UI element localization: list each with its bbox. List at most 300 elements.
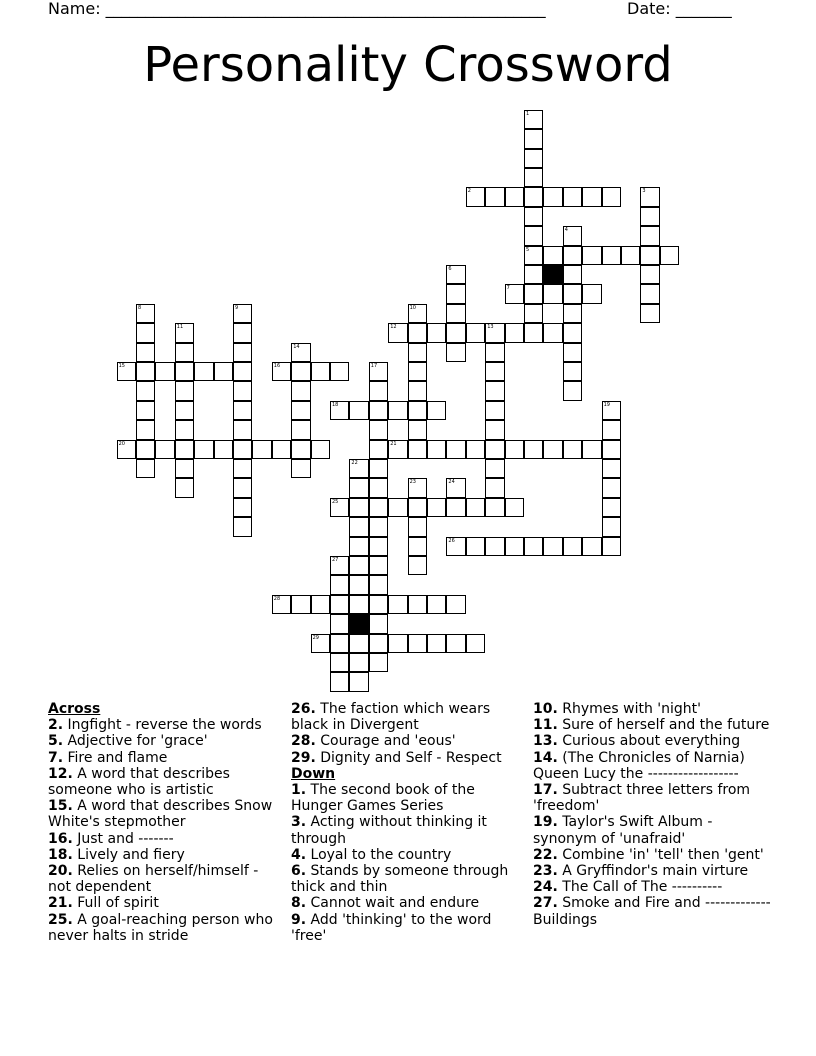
grid-cell[interactable] <box>369 517 388 536</box>
grid-clue-number: 26 <box>448 537 455 544</box>
grid-cell[interactable] <box>136 304 155 323</box>
clue-number: 11. <box>533 717 558 734</box>
grid-cell[interactable] <box>369 575 388 594</box>
grid-cell[interactable] <box>485 478 504 497</box>
clue-item <box>533 750 773 782</box>
clue-number: 16. <box>48 830 73 847</box>
grid-cell[interactable] <box>369 498 388 517</box>
grid-cell[interactable] <box>233 323 252 342</box>
grid-cell[interactable] <box>388 440 407 459</box>
grid-cell[interactable] <box>602 440 621 459</box>
grid-block <box>349 614 368 633</box>
grid-cell[interactable] <box>602 246 621 265</box>
grid-cell[interactable] <box>563 304 582 323</box>
clue-text: Loyal to the country <box>306 846 452 863</box>
clue-text: Just and ------- <box>72 830 174 847</box>
grid-clue-number: 13 <box>487 324 494 331</box>
clue-number: 4. <box>291 846 307 863</box>
clue-column-2 <box>291 701 527 944</box>
grid-cell[interactable] <box>485 323 504 342</box>
grid-cell[interactable] <box>466 498 485 517</box>
grid-cell[interactable] <box>369 440 388 459</box>
grid-clue-number: 6 <box>448 266 452 272</box>
grid-cell[interactable] <box>563 246 582 265</box>
clue-item <box>48 766 283 798</box>
grid-cell[interactable] <box>446 323 465 342</box>
grid-cell[interactable] <box>602 478 621 497</box>
clue-number: 25. <box>48 911 73 928</box>
grid-cell[interactable] <box>524 226 543 245</box>
grid-cell[interactable] <box>194 440 213 459</box>
grid-cell[interactable] <box>349 537 368 556</box>
grid-cell[interactable] <box>602 459 621 478</box>
clue-column-3 <box>533 701 773 928</box>
grid-cell[interactable] <box>563 323 582 342</box>
grid-cell[interactable] <box>349 672 368 691</box>
clue-text: Combine 'in' 'tell' then 'gent' <box>557 846 764 863</box>
grid-cell[interactable] <box>349 556 368 575</box>
clue-number: 7. <box>48 749 64 766</box>
grid-cell[interactable] <box>446 634 465 653</box>
grid-cell[interactable] <box>563 362 582 381</box>
grid-clue-number: 14 <box>293 343 300 350</box>
clue-text: Fire and flame <box>63 749 168 766</box>
grid-cell[interactable] <box>582 440 601 459</box>
grid-cell[interactable] <box>408 440 427 459</box>
grid-cell[interactable] <box>291 401 310 420</box>
grid-cell[interactable] <box>233 381 252 400</box>
grid-cell[interactable] <box>330 614 349 633</box>
grid-cell[interactable] <box>446 498 465 517</box>
grid-cell[interactable] <box>602 187 621 206</box>
grid-cell[interactable] <box>175 401 194 420</box>
clue-number: 5. <box>48 733 64 750</box>
grid-cell[interactable] <box>524 284 543 303</box>
clue-text: Taylor's Swift Album - synonym of 'unafraid' <box>533 814 713 847</box>
clue-text: Smoke and Fire and ------------- Buildings <box>533 895 771 928</box>
grid-cell[interactable] <box>408 362 427 381</box>
grid-cell[interactable] <box>524 323 543 342</box>
grid-cell[interactable] <box>602 401 621 420</box>
grid-cell[interactable] <box>349 459 368 478</box>
grid-cell[interactable] <box>117 440 136 459</box>
clue-column-1 <box>48 701 283 944</box>
grid-cell[interactable] <box>505 498 524 517</box>
clue-item <box>291 701 527 733</box>
grid-cell[interactable] <box>408 304 427 323</box>
grid-cell[interactable] <box>291 459 310 478</box>
grid-cell[interactable] <box>330 556 349 575</box>
grid-cell[interactable] <box>136 459 155 478</box>
grid-cell[interactable] <box>408 498 427 517</box>
clue-item <box>533 879 773 895</box>
grid-cell[interactable] <box>524 110 543 129</box>
clue-number: 18. <box>48 846 73 863</box>
grid-cell[interactable] <box>136 401 155 420</box>
clue-item <box>48 733 283 749</box>
grid-cell[interactable] <box>446 265 465 284</box>
grid-cell[interactable] <box>563 381 582 400</box>
grid-cell[interactable] <box>524 440 543 459</box>
grid-cell[interactable] <box>485 401 504 420</box>
grid-cell[interactable] <box>563 343 582 362</box>
grid-cell[interactable] <box>543 246 562 265</box>
grid-cell[interactable] <box>408 517 427 536</box>
grid-cell[interactable] <box>485 459 504 478</box>
grid-cell[interactable] <box>524 304 543 323</box>
grid-cell[interactable] <box>369 537 388 556</box>
clue-number: 8. <box>291 895 307 912</box>
grid-cell[interactable] <box>349 498 368 517</box>
grid-cell[interactable] <box>640 304 659 323</box>
grid-cell[interactable] <box>388 401 407 420</box>
grid-cell[interactable] <box>330 595 349 614</box>
grid-cell[interactable] <box>466 323 485 342</box>
grid-cell[interactable] <box>233 304 252 323</box>
grid-cell[interactable] <box>369 401 388 420</box>
grid-cell[interactable] <box>175 440 194 459</box>
grid-cell[interactable] <box>175 343 194 362</box>
clue-number: 24. <box>533 879 558 896</box>
grid-cell[interactable] <box>291 343 310 362</box>
grid-cell[interactable] <box>408 556 427 575</box>
grid-cell[interactable] <box>485 187 504 206</box>
grid-cell[interactable] <box>311 440 330 459</box>
clue-text: Lively and fiery <box>72 846 185 863</box>
clue-item <box>291 847 527 863</box>
grid-cell[interactable] <box>233 420 252 439</box>
clue-text: A Gryffindor's main virture <box>557 863 749 880</box>
grid-cell[interactable] <box>408 401 427 420</box>
grid-cell[interactable] <box>563 284 582 303</box>
clue-number: 1. <box>291 782 307 799</box>
grid-cell[interactable] <box>408 343 427 362</box>
grid-cell[interactable] <box>233 478 252 497</box>
grid-cell[interactable] <box>640 246 659 265</box>
clue-item <box>291 895 527 911</box>
grid-cell[interactable] <box>466 634 485 653</box>
grid-cell[interactable] <box>252 440 271 459</box>
grid-cell[interactable] <box>349 478 368 497</box>
grid-cell[interactable] <box>233 401 252 420</box>
grid-clue-number: 19 <box>603 401 610 408</box>
grid-cell[interactable] <box>505 323 524 342</box>
grid-cell[interactable] <box>311 595 330 614</box>
grid-cell[interactable] <box>214 440 233 459</box>
grid-cell[interactable] <box>408 634 427 653</box>
grid-cell[interactable] <box>505 440 524 459</box>
grid-cell[interactable] <box>485 381 504 400</box>
grid-cell[interactable] <box>330 672 349 691</box>
grid-clue-number: 15 <box>118 363 125 369</box>
grid-cell[interactable] <box>175 420 194 439</box>
clue-item <box>48 798 283 830</box>
grid-cell[interactable] <box>272 362 291 381</box>
clue-number: 19. <box>533 814 558 831</box>
grid-clue-number: 23 <box>409 479 416 486</box>
clue-text: Adjective for 'grace' <box>63 733 208 750</box>
grid-cell[interactable] <box>485 498 504 517</box>
grid-cell[interactable] <box>524 149 543 168</box>
grid-cell[interactable] <box>582 246 601 265</box>
grid-cell[interactable] <box>524 129 543 148</box>
grid-cell[interactable] <box>194 362 213 381</box>
clue-number: 21. <box>48 895 73 912</box>
clue-text: Ingfight - reverse the words <box>63 717 262 734</box>
grid-clue-number: 17 <box>370 363 378 369</box>
grid-clue-number: 20 <box>118 440 125 447</box>
grid-cell[interactable] <box>233 362 252 381</box>
clue-number: 15. <box>48 798 73 815</box>
clue-text: Cannot wait and endure <box>306 895 480 912</box>
grid-clue-number: 2 <box>467 188 471 195</box>
grid-cell[interactable] <box>311 634 330 653</box>
grid-cell[interactable] <box>582 537 601 556</box>
grid-cell[interactable] <box>582 284 601 303</box>
grid-clue-number: 9 <box>235 304 239 311</box>
grid-cell[interactable] <box>446 595 465 614</box>
grid-cell[interactable] <box>660 246 679 265</box>
grid-cell[interactable] <box>543 323 562 342</box>
grid-cell[interactable] <box>136 343 155 362</box>
grid-cell[interactable] <box>485 343 504 362</box>
grid-cell[interactable] <box>563 265 582 284</box>
grid-clue-number: 24 <box>448 479 455 486</box>
grid-cell[interactable] <box>291 595 310 614</box>
grid-cell[interactable] <box>330 401 349 420</box>
clue-text: Courage and 'eous' <box>315 733 456 750</box>
grid-cell[interactable] <box>272 595 291 614</box>
grid-cell[interactable] <box>485 420 504 439</box>
grid-cell[interactable] <box>330 634 349 653</box>
clue-number: 6. <box>291 863 307 880</box>
grid-cell[interactable] <box>408 478 427 497</box>
grid-cell[interactable] <box>175 478 194 497</box>
clue-item <box>291 750 527 766</box>
clue-text: Subtract three letters from 'freedom' <box>533 782 751 815</box>
clue-number: 12. <box>48 765 73 782</box>
grid-clue-number: 16 <box>273 363 281 369</box>
grid-cell[interactable] <box>563 226 582 245</box>
grid-cell[interactable] <box>330 653 349 672</box>
grid-cell[interactable] <box>640 187 659 206</box>
grid-cell[interactable] <box>233 517 252 536</box>
grid-cell[interactable] <box>446 440 465 459</box>
clue-text: The second book of the Hunger Games Series <box>291 782 475 815</box>
grid-cell[interactable] <box>543 537 562 556</box>
grid-cell[interactable] <box>408 420 427 439</box>
grid-cell[interactable] <box>563 537 582 556</box>
grid-cell[interactable] <box>136 420 155 439</box>
grid-cell[interactable] <box>388 634 407 653</box>
clue-text: A word that describes someone who is artistic <box>48 765 230 799</box>
grid-clue-number: 22 <box>351 460 358 466</box>
grid-cell[interactable] <box>369 595 388 614</box>
grid-cell[interactable] <box>602 517 621 536</box>
clue-number: 3. <box>291 814 307 831</box>
grid-cell[interactable] <box>485 362 504 381</box>
grid-cell[interactable] <box>427 634 446 653</box>
grid-cell[interactable] <box>466 440 485 459</box>
grid-cell[interactable] <box>330 498 349 517</box>
grid-cell[interactable] <box>369 381 388 400</box>
grid-cell[interactable] <box>349 575 368 594</box>
grid-cell[interactable] <box>369 478 388 497</box>
grid-cell[interactable] <box>388 323 407 342</box>
grid-cell[interactable] <box>602 420 621 439</box>
grid-cell[interactable] <box>369 420 388 439</box>
grid-cell[interactable] <box>233 459 252 478</box>
grid-cell[interactable] <box>233 498 252 517</box>
clue-item <box>533 895 773 927</box>
clue-number: 9. <box>291 911 307 928</box>
clue-item <box>533 717 773 733</box>
grid-cell[interactable] <box>155 440 174 459</box>
grid-cell[interactable] <box>408 595 427 614</box>
grid-cell[interactable] <box>349 517 368 536</box>
grid-cell[interactable] <box>175 362 194 381</box>
grid-cell[interactable] <box>272 440 291 459</box>
grid-cell[interactable] <box>543 284 562 303</box>
grid-cell[interactable] <box>369 653 388 672</box>
grid-clue-number: 10 <box>409 304 416 311</box>
grid-cell[interactable] <box>349 401 368 420</box>
clue-item <box>533 733 773 749</box>
grid-cell[interactable] <box>640 284 659 303</box>
clue-item <box>291 814 527 846</box>
grid-cell[interactable] <box>233 440 252 459</box>
clue-item <box>48 831 283 847</box>
grid-cell[interactable] <box>369 614 388 633</box>
grid-cell[interactable] <box>408 381 427 400</box>
grid-cell[interactable] <box>485 537 504 556</box>
grid-cell[interactable] <box>330 362 349 381</box>
grid-cell[interactable] <box>408 323 427 342</box>
grid-cell[interactable] <box>291 362 310 381</box>
clue-number: 14. <box>533 749 558 766</box>
grid-cell[interactable] <box>369 634 388 653</box>
grid-clue-number: 12 <box>390 324 397 331</box>
grid-cell[interactable] <box>505 537 524 556</box>
clue-text: Rhymes with 'night' <box>557 701 702 717</box>
clue-text: Full of spirit <box>72 895 159 912</box>
grid-cell[interactable] <box>505 284 524 303</box>
grid-cell[interactable] <box>446 284 465 303</box>
clue-number: 22. <box>533 846 558 863</box>
grid-cell[interactable] <box>349 653 368 672</box>
grid-cell[interactable] <box>175 459 194 478</box>
grid-cell[interactable] <box>640 265 659 284</box>
grid-cell[interactable] <box>233 343 252 362</box>
grid-cell[interactable] <box>136 381 155 400</box>
grid-cell[interactable] <box>175 381 194 400</box>
grid-cell[interactable] <box>621 246 640 265</box>
grid-cell[interactable] <box>369 459 388 478</box>
grid-cell[interactable] <box>582 187 601 206</box>
grid-cell[interactable] <box>117 362 136 381</box>
grid-cell[interactable] <box>369 362 388 381</box>
grid-cell[interactable] <box>543 187 562 206</box>
grid-cell[interactable] <box>602 498 621 517</box>
grid-cell[interactable] <box>388 498 407 517</box>
clue-number: 23. <box>533 863 558 880</box>
grid-cell[interactable] <box>349 634 368 653</box>
grid-cell[interactable] <box>524 207 543 226</box>
clue-text: Stands by someone through thick and thin <box>291 863 509 896</box>
grid-cell[interactable] <box>291 440 310 459</box>
grid-cell[interactable] <box>524 187 543 206</box>
grid-cell[interactable] <box>524 537 543 556</box>
grid-cell[interactable] <box>427 498 446 517</box>
clue-text: The faction which wears black in Divergent <box>291 701 491 734</box>
grid-cell[interactable] <box>408 537 427 556</box>
grid-clue-number: 4 <box>564 227 568 234</box>
clue-number: 17. <box>533 782 558 799</box>
grid-cell[interactable] <box>175 323 194 342</box>
grid-cell[interactable] <box>563 440 582 459</box>
grid-cell[interactable] <box>427 440 446 459</box>
grid-cell[interactable] <box>427 401 446 420</box>
grid-cell[interactable] <box>524 168 543 187</box>
grid-clue-number: 25 <box>332 498 339 505</box>
clue-item <box>533 814 773 846</box>
grid-cell[interactable] <box>291 381 310 400</box>
clue-item <box>48 717 283 733</box>
grid-cell[interactable] <box>136 362 155 381</box>
grid-cell[interactable] <box>640 226 659 245</box>
grid-cell[interactable] <box>505 187 524 206</box>
grid-cell[interactable] <box>446 343 465 362</box>
grid-cell[interactable] <box>291 420 310 439</box>
grid-clue-number: 27 <box>332 557 339 563</box>
grid-cell[interactable] <box>466 537 485 556</box>
clue-item <box>533 863 773 879</box>
grid-cell[interactable] <box>388 595 407 614</box>
grid-cell[interactable] <box>136 440 155 459</box>
grid-cell[interactable] <box>446 478 465 497</box>
clue-item <box>533 701 773 717</box>
grid-cell[interactable] <box>640 207 659 226</box>
grid-cell[interactable] <box>427 595 446 614</box>
grid-cell[interactable] <box>330 575 349 594</box>
grid-cell[interactable] <box>369 556 388 575</box>
grid-cell[interactable] <box>446 537 465 556</box>
grid-cell[interactable] <box>311 362 330 381</box>
grid-cell[interactable] <box>524 265 543 284</box>
grid-cell[interactable] <box>485 440 504 459</box>
grid-clue-number: 3 <box>642 188 646 195</box>
grid-cell[interactable] <box>563 187 582 206</box>
clue-number: 2. <box>48 717 64 734</box>
grid-cell[interactable] <box>543 440 562 459</box>
grid-cell[interactable] <box>349 595 368 614</box>
grid-cell[interactable] <box>427 323 446 342</box>
grid-clue-number: 28 <box>273 595 281 602</box>
grid-cell[interactable] <box>602 537 621 556</box>
grid-cell[interactable] <box>136 323 155 342</box>
grid-clue-number: 11 <box>176 324 184 331</box>
clue-item <box>533 847 773 863</box>
grid-cell[interactable] <box>524 246 543 265</box>
grid-clue-number: 29 <box>312 634 319 641</box>
grid-cell[interactable] <box>155 362 174 381</box>
grid-cell[interactable] <box>214 362 233 381</box>
grid-cell[interactable] <box>466 187 485 206</box>
clue-item <box>533 782 773 814</box>
grid-cell[interactable] <box>446 304 465 323</box>
clue-item <box>48 863 283 895</box>
clue-number: 28. <box>291 733 316 750</box>
